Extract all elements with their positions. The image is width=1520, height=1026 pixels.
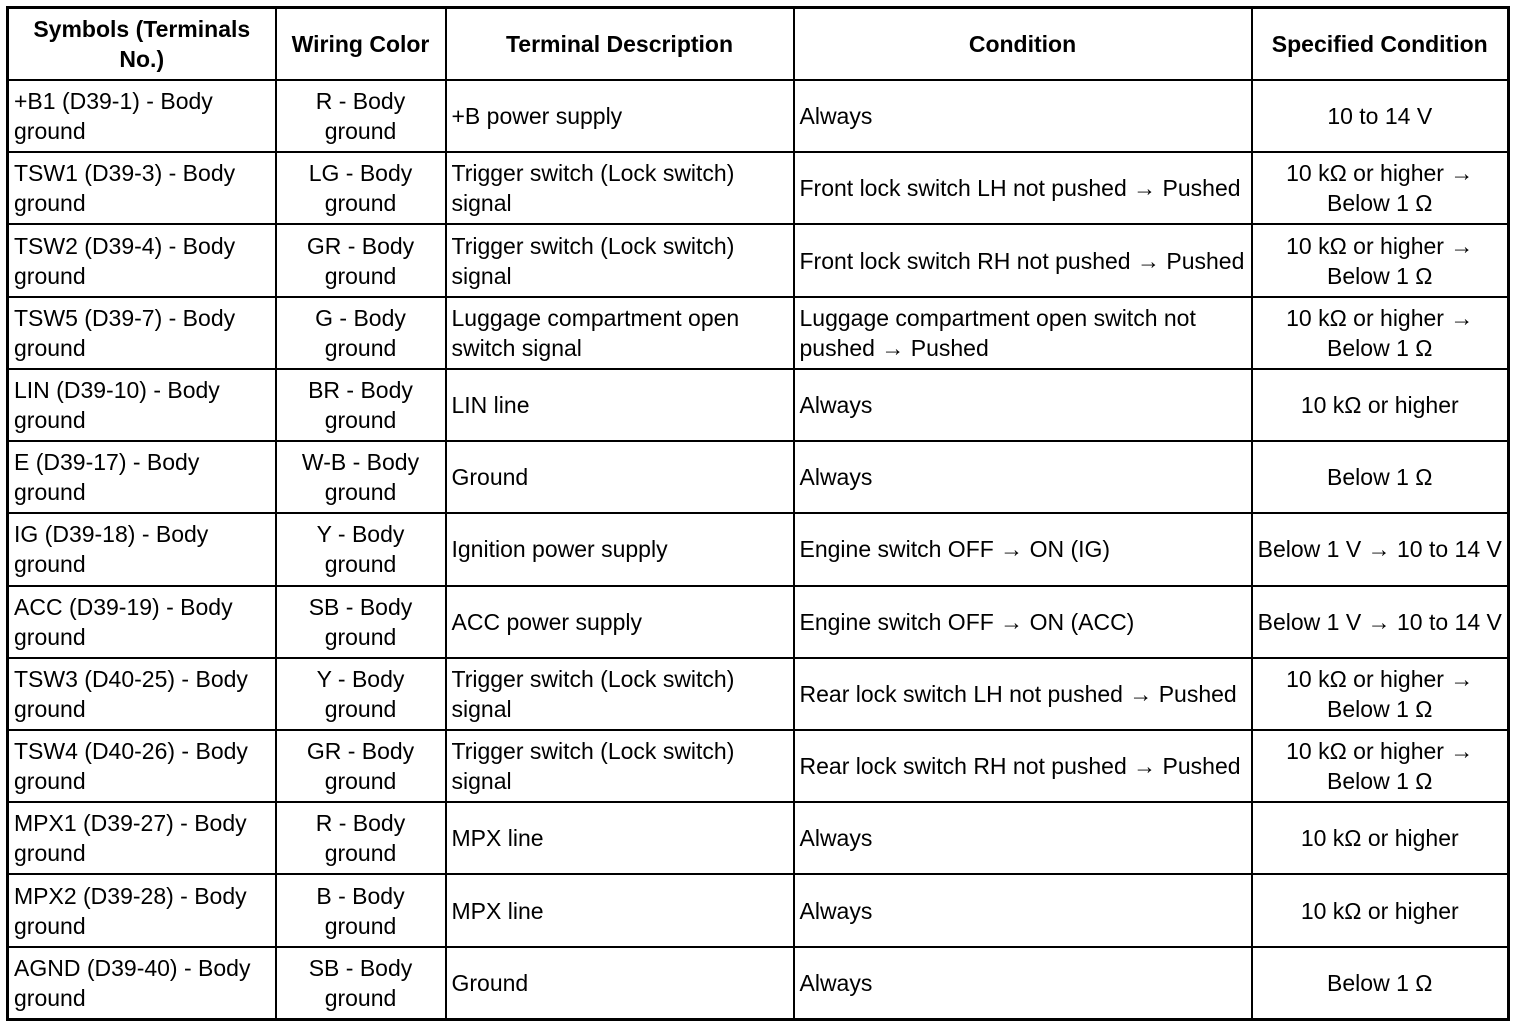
- symbol-cell: IG (D39-18) - Body ground: [8, 513, 276, 585]
- wiring-color-cell: R - Body ground: [276, 80, 446, 152]
- wiring-color-cell: BR - Body ground: [276, 369, 446, 441]
- terminal-description-cell: Luggage compartment open switch signal: [446, 297, 794, 369]
- terminal-spec-table: [6, 6, 1510, 1021]
- condition-cell: Engine switch OFF → ON (IG): [794, 513, 1252, 585]
- terminal-description-cell: Ground: [446, 441, 794, 513]
- wiring-color-cell: G - Body ground: [276, 297, 446, 369]
- condition-cell: Always: [794, 80, 1252, 152]
- wiring-color-cell: GR - Body ground: [276, 224, 446, 296]
- terminal-description-cell: ACC power supply: [446, 586, 794, 658]
- wiring-color-cell: Y - Body ground: [276, 658, 446, 730]
- symbol-cell: TSW2 (D39-4) - Body ground: [8, 224, 276, 296]
- wiring-color-cell: Y - Body ground: [276, 513, 446, 585]
- header-specified-condition: Specified Condition: [1252, 8, 1509, 81]
- specified-condition-cell: 10 to 14 V: [1252, 80, 1509, 152]
- condition-cell: Front lock switch RH not pushed → Pushed: [794, 224, 1252, 296]
- header-row: [8, 8, 1509, 81]
- wiring-color-cell: W-B - Body ground: [276, 441, 446, 513]
- table-row: [8, 369, 1509, 441]
- symbol-cell: ACC (D39-19) - Body ground: [8, 586, 276, 658]
- specified-condition-cell: 10 kΩ or higher → Below 1 Ω: [1252, 658, 1509, 730]
- condition-cell: Rear lock switch RH not pushed → Pushed: [794, 730, 1252, 802]
- table-body: [8, 80, 1509, 1020]
- wiring-color-cell: B - Body ground: [276, 874, 446, 946]
- specified-condition-cell: Below 1 V → 10 to 14 V: [1252, 513, 1509, 585]
- terminal-description-cell: Trigger switch (Lock switch) signal: [446, 658, 794, 730]
- table-row: [8, 152, 1509, 224]
- table-row: [8, 730, 1509, 802]
- table-row: [8, 947, 1509, 1020]
- specified-condition-cell: 10 kΩ or higher: [1252, 874, 1509, 946]
- wiring-color-cell: SB - Body ground: [276, 586, 446, 658]
- specified-condition-cell: 10 kΩ or higher → Below 1 Ω: [1252, 297, 1509, 369]
- header-symbols: Symbols (Terminals No.): [8, 8, 276, 81]
- table-row: [8, 874, 1509, 946]
- condition-cell: Rear lock switch LH not pushed → Pushed: [794, 658, 1252, 730]
- terminal-description-cell: Trigger switch (Lock switch) signal: [446, 224, 794, 296]
- specified-condition-cell: Below 1 Ω: [1252, 441, 1509, 513]
- condition-cell: Engine switch OFF → ON (ACC): [794, 586, 1252, 658]
- condition-cell: Front lock switch LH not pushed → Pushed: [794, 152, 1252, 224]
- condition-cell: Always: [794, 441, 1252, 513]
- wiring-color-cell: GR - Body ground: [276, 730, 446, 802]
- table-row: [8, 441, 1509, 513]
- wiring-color-cell: SB - Body ground: [276, 947, 446, 1020]
- specified-condition-cell: 10 kΩ or higher: [1252, 369, 1509, 441]
- symbol-cell: E (D39-17) - Body ground: [8, 441, 276, 513]
- condition-cell: Always: [794, 802, 1252, 874]
- table-row: [8, 80, 1509, 152]
- symbol-cell: AGND (D39-40) - Body ground: [8, 947, 276, 1020]
- symbol-cell: MPX1 (D39-27) - Body ground: [8, 802, 276, 874]
- symbol-cell: TSW4 (D40-26) - Body ground: [8, 730, 276, 802]
- condition-cell: Always: [794, 874, 1252, 946]
- terminal-description-cell: Ignition power supply: [446, 513, 794, 585]
- terminal-description-cell: Trigger switch (Lock switch) signal: [446, 730, 794, 802]
- table-row: [8, 658, 1509, 730]
- specified-condition-cell: Below 1 V → 10 to 14 V: [1252, 586, 1509, 658]
- header-condition: Condition: [794, 8, 1252, 81]
- symbol-cell: +B1 (D39-1) - Body ground: [8, 80, 276, 152]
- wiring-color-cell: LG - Body ground: [276, 152, 446, 224]
- table-row: [8, 802, 1509, 874]
- table-row: [8, 297, 1509, 369]
- symbol-cell: MPX2 (D39-28) - Body ground: [8, 874, 276, 946]
- header-terminal-description: Terminal Description: [446, 8, 794, 81]
- specified-condition-cell: 10 kΩ or higher → Below 1 Ω: [1252, 152, 1509, 224]
- table-row: [8, 513, 1509, 585]
- terminal-description-cell: LIN line: [446, 369, 794, 441]
- table-row: [8, 224, 1509, 296]
- header-wiring-color: Wiring Color: [276, 8, 446, 81]
- terminal-description-cell: Ground: [446, 947, 794, 1020]
- terminal-description-cell: Trigger switch (Lock switch) signal: [446, 152, 794, 224]
- terminal-description-cell: MPX line: [446, 874, 794, 946]
- specified-condition-cell: Below 1 Ω: [1252, 947, 1509, 1020]
- symbol-cell: TSW5 (D39-7) - Body ground: [8, 297, 276, 369]
- condition-cell: Always: [794, 369, 1252, 441]
- specified-condition-cell: 10 kΩ or higher: [1252, 802, 1509, 874]
- condition-cell: Always: [794, 947, 1252, 1020]
- terminal-description-cell: MPX line: [446, 802, 794, 874]
- specified-condition-cell: 10 kΩ or higher → Below 1 Ω: [1252, 224, 1509, 296]
- specified-condition-cell: 10 kΩ or higher → Below 1 Ω: [1252, 730, 1509, 802]
- symbol-cell: TSW3 (D40-25) - Body ground: [8, 658, 276, 730]
- table-row: [8, 586, 1509, 658]
- symbol-cell: LIN (D39-10) - Body ground: [8, 369, 276, 441]
- condition-cell: Luggage compartment open switch not pushed → Pushed: [794, 297, 1252, 369]
- symbol-cell: TSW1 (D39-3) - Body ground: [8, 152, 276, 224]
- wiring-color-cell: R - Body ground: [276, 802, 446, 874]
- terminal-description-cell: +B power supply: [446, 80, 794, 152]
